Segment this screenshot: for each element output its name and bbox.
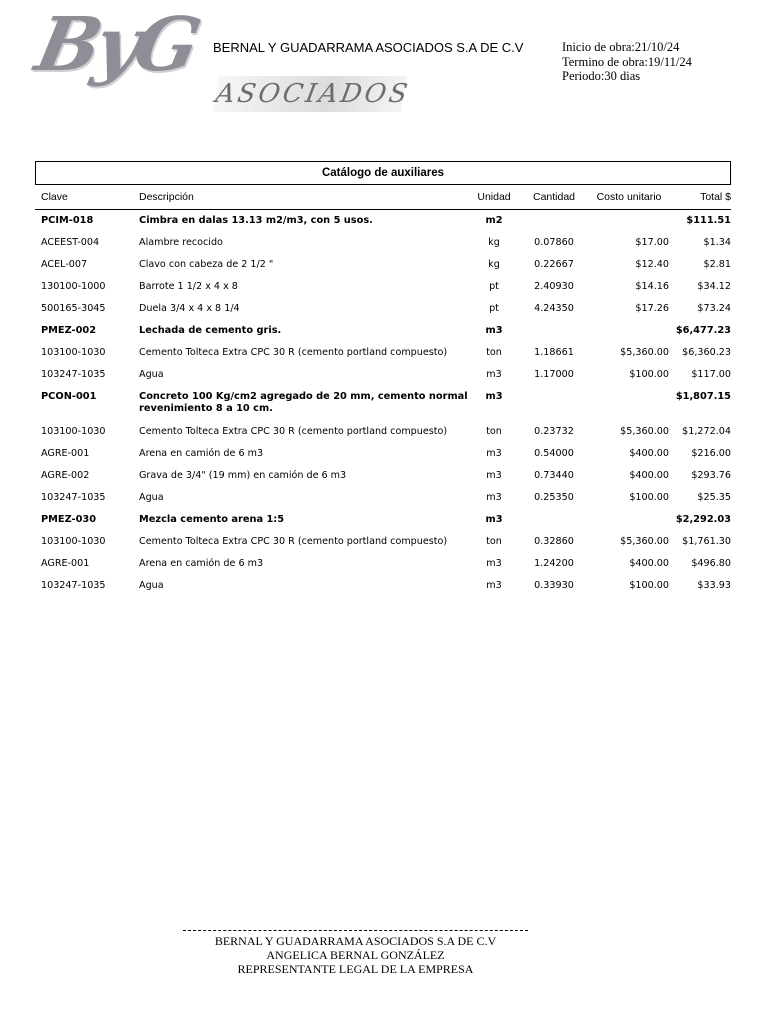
cell-cantidad: 0.32860 <box>534 535 574 547</box>
table-row <box>35 421 731 443</box>
col-cantidad: Cantidad <box>519 185 589 210</box>
cell-cantidad: 0.33930 <box>534 579 574 591</box>
cell-costo: $17.00 <box>635 236 669 248</box>
cell-total: $2,292.03 <box>675 513 731 525</box>
company-logo <box>28 2 413 118</box>
cell-clave: 103247-1035 <box>41 368 106 380</box>
cell-clave: ACEEST-004 <box>41 236 100 248</box>
cell-total: $1.34 <box>703 236 731 248</box>
cell-clave: 500165-3045 <box>41 302 106 314</box>
company-name: BERNAL Y GUADARRAMA ASOCIADOS S.A DE C.V <box>213 40 524 55</box>
project-dates <box>562 40 692 84</box>
cell-costo: $100.00 <box>629 491 669 503</box>
cell-costo <box>589 210 669 232</box>
cell-desc: Clavo con cabeza de 2 1/2 " <box>139 258 274 270</box>
cell-clave: 130100-1000 <box>41 280 106 292</box>
cell-desc: Cemento Tolteca Extra CPC 30 R (cemento portland compuesto) <box>139 425 448 437</box>
period: Periodo:30 dias <box>562 69 641 83</box>
cell-clave: PMEZ-002 <box>41 324 97 336</box>
cell-unidad: ton <box>486 535 502 547</box>
cell-desc: Barrote 1 1/2 x 4 x 8 <box>139 280 238 292</box>
cell-cantidad: 0.07860 <box>534 236 574 248</box>
cell-unidad: m3 <box>486 557 502 569</box>
cell-clave: 103100-1030 <box>41 425 106 437</box>
cell-cantidad <box>519 386 589 421</box>
cell-total: $111.51 <box>686 215 731 226</box>
cell-costo: $100.00 <box>629 368 669 380</box>
cell-clave: PCIM-018 <box>41 215 94 226</box>
cell-costo: $14.16 <box>635 280 669 292</box>
cell-cantidad: 2.40930 <box>534 280 574 292</box>
cell-desc: Agua <box>139 368 164 380</box>
cell-desc: Cemento Tolteca Extra CPC 30 R (cemento portland compuesto) <box>139 535 448 547</box>
table-row <box>35 575 731 597</box>
cell-total: $1,272.04 <box>682 425 731 437</box>
cell-costo <box>589 386 669 421</box>
cell-total: $73.24 <box>697 302 731 314</box>
catalog <box>35 161 731 597</box>
cell-costo: $17.26 <box>635 302 669 314</box>
group-row <box>35 210 731 232</box>
cell-desc: Grava de 3/4" (19 mm) en camión de 6 m3 <box>139 469 347 481</box>
cell-clave: PCON-001 <box>41 390 97 402</box>
cell-unidad: pt <box>489 302 499 314</box>
cell-cantidad: 1.24200 <box>534 557 574 569</box>
cell-unidad: m3 <box>485 513 503 525</box>
cell-cantidad: 0.54000 <box>534 447 574 459</box>
signature-line <box>183 930 528 931</box>
cell-unidad: m3 <box>485 390 503 402</box>
cell-costo: $400.00 <box>629 447 669 459</box>
cell-unidad: pt <box>489 280 499 292</box>
cell-clave: ACEL-007 <box>41 258 88 270</box>
cell-costo: $12.40 <box>635 258 669 270</box>
cell-desc: Arena en camión de 6 m3 <box>139 557 264 569</box>
cell-total: $1,807.15 <box>675 390 731 402</box>
cell-unidad: kg <box>488 236 500 248</box>
cell-clave: PMEZ-030 <box>41 513 97 525</box>
cell-unidad: m2 <box>485 215 503 226</box>
cell-total: $293.76 <box>691 469 731 481</box>
cell-total: $117.00 <box>691 368 731 380</box>
col-costo-unitario: Costo unitario <box>589 185 669 210</box>
cell-total: $34.12 <box>697 280 731 292</box>
cell-costo: $100.00 <box>629 579 669 591</box>
cell-total: $25.35 <box>697 491 731 503</box>
cell-total: $2.81 <box>703 258 731 270</box>
group-row <box>35 509 731 531</box>
col-clave: Clave <box>35 185 139 210</box>
cell-costo: $5,360.00 <box>620 535 669 547</box>
signature-company: BERNAL Y GUADARRAMA ASOCIADOS S.A DE C.V <box>214 934 497 948</box>
cell-desc: Mezcla cemento arena 1:5 <box>139 513 285 525</box>
table-row <box>35 298 731 320</box>
cell-costo: $5,360.00 <box>620 425 669 437</box>
cell-desc: Lechada de cemento gris. <box>139 324 282 336</box>
cell-desc: Agua <box>139 491 164 503</box>
cell-costo <box>589 320 669 342</box>
cell-cantidad: 0.22667 <box>534 258 574 270</box>
cell-clave: 103247-1035 <box>41 579 106 591</box>
cell-unidad: ton <box>486 346 502 358</box>
cell-total: $216.00 <box>691 447 731 459</box>
col-unidad: Unidad <box>469 185 519 210</box>
cell-unidad: m3 <box>486 469 502 481</box>
cell-desc: Cemento Tolteca Extra CPC 30 R (cemento portland compuesto) <box>139 346 448 358</box>
table-row <box>35 232 731 254</box>
cell-cantidad: 4.24350 <box>534 302 574 314</box>
cell-desc: Alambre recocido <box>139 236 223 248</box>
catalog-table <box>35 185 731 597</box>
logo-subtitle: ASOCIADOS <box>213 76 407 112</box>
cell-unidad: m3 <box>486 491 502 503</box>
table-row <box>35 487 731 509</box>
table-header <box>35 185 731 210</box>
end-date: Termino de obra:19/11/24 <box>562 54 692 69</box>
cell-clave: 103247-1035 <box>41 491 106 503</box>
cell-unidad: m3 <box>486 447 502 459</box>
cell-cantidad: 1.18661 <box>534 346 574 358</box>
cell-cantidad <box>519 320 589 342</box>
cell-cantidad: 0.25350 <box>534 491 574 503</box>
cell-clave: AGRE-001 <box>41 557 90 569</box>
cell-desc: Arena en camión de 6 m3 <box>139 447 264 459</box>
start-date: Inicio de obra:21/10/24 <box>562 40 680 54</box>
signature-name: ANGELICA BERNAL GONZÁLEZ <box>266 948 445 962</box>
cell-cantidad: 1.17000 <box>534 368 574 380</box>
table-row <box>35 364 731 386</box>
cell-cantidad <box>519 509 589 531</box>
cell-costo <box>589 509 669 531</box>
table-row <box>35 254 731 276</box>
cell-unidad: m3 <box>486 368 502 380</box>
table-row <box>35 465 731 487</box>
catalog-title: Catálogo de auxiliares <box>35 161 731 185</box>
cell-desc: Cimbra en dalas 13.13 m2/m3, con 5 usos. <box>139 215 373 226</box>
table-row <box>35 276 731 298</box>
cell-cantidad <box>519 210 589 232</box>
cell-unidad: ton <box>486 425 502 437</box>
group-row <box>35 386 731 421</box>
cell-unidad: kg <box>488 258 500 270</box>
table-row <box>35 531 731 553</box>
cell-desc: Duela 3/4 x 4 x 8 1/4 <box>139 302 240 314</box>
cell-total: $33.93 <box>697 579 731 591</box>
cell-total: $6,360.23 <box>682 346 731 358</box>
cell-cantidad: 0.73440 <box>534 469 574 481</box>
logo-monogram: ByG <box>28 2 204 88</box>
cell-total: $496.80 <box>691 557 731 569</box>
table-row <box>35 443 731 465</box>
cell-clave: 103100-1030 <box>41 535 106 547</box>
signature-block <box>183 930 528 976</box>
col-total: Total $ <box>669 185 731 210</box>
cell-clave: 103100-1030 <box>41 346 106 358</box>
cell-total: $6,477.23 <box>675 324 731 336</box>
cell-costo: $400.00 <box>629 469 669 481</box>
col-descripcion: Descripción <box>139 185 469 210</box>
cell-costo: $5,360.00 <box>620 346 669 358</box>
cell-cantidad: 0.23732 <box>534 425 574 437</box>
cell-desc: Agua <box>139 579 164 591</box>
signature-role: REPRESENTANTE LEGAL DE LA EMPRESA <box>237 962 474 976</box>
cell-unidad: m3 <box>485 324 503 336</box>
cell-unidad: m3 <box>486 579 502 591</box>
cell-clave: AGRE-002 <box>41 469 90 481</box>
group-row <box>35 320 731 342</box>
cell-clave: AGRE-001 <box>41 447 90 459</box>
cell-costo: $400.00 <box>629 557 669 569</box>
table-row <box>35 553 731 575</box>
cell-desc: Concreto 100 Kg/cm2 agregado de 20 mm, cemento normal revenimiento 8 a 10 cm. <box>139 390 468 414</box>
cell-total: $1,761.30 <box>682 535 731 547</box>
table-row <box>35 342 731 364</box>
